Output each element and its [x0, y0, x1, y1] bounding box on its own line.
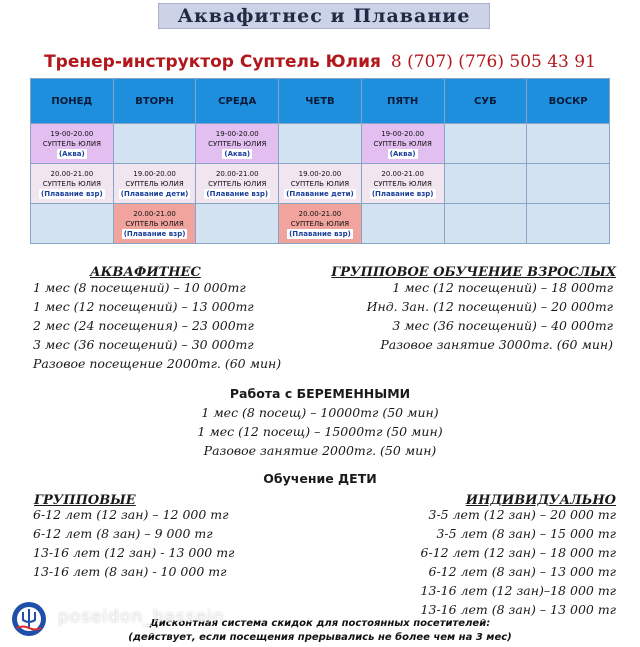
schedule-empty-cell: [444, 164, 527, 204]
adult-group-item: 3 мес (36 посещений) – 40 000тг: [392, 318, 613, 333]
schedule-session-cell: [279, 204, 362, 244]
schedule-empty-cell: [527, 124, 610, 164]
aquafitness-item: 1 мес (12 посещений) – 13 000тг: [33, 299, 254, 314]
kids-group-item: 13-16 лет (8 зан) - 10 000 тг: [33, 564, 227, 579]
session-time: 20.00-21.00: [50, 169, 94, 178]
poseidon-logo-icon: [5, 598, 53, 642]
session-trainer: СУПТЕЛЬ ЮЛИЯ: [208, 139, 267, 148]
kids-individual-item: 13-16 лет (12 зан)–18 000 тг: [420, 583, 616, 598]
kids-heading: Обучение ДЕТИ: [263, 471, 377, 486]
session-type-tag: (Плавание взр): [371, 189, 434, 198]
schedule-session-cell: [361, 164, 444, 204]
schedule-empty-cell: [527, 164, 610, 204]
schedule-row: [31, 164, 610, 204]
schedule-session-cell: [113, 204, 196, 244]
schedule-session-cell: [279, 164, 362, 204]
pregnant-item: 1 мес (8 посещ) – 10000тг (50 мин): [201, 405, 439, 420]
day-header: ВОСКР: [527, 79, 610, 124]
kids-group-heading: ГРУППОВЫЕ: [34, 493, 136, 508]
pregnant-item: 1 мес (12 посещ) – 15000тг (50 мин): [197, 424, 443, 439]
day-header: ПЯТН: [361, 79, 444, 124]
aquafitness-item: 3 мес (36 посещений) – 30 000тг: [33, 337, 254, 352]
adult-group-item: Инд. Зан. (12 посещений) – 20 000тг: [366, 299, 613, 314]
session-trainer: СУПТЕЛЬ ЮЛИЯ: [290, 219, 350, 228]
aquafitness-heading: АКВАФИТНЕС: [90, 265, 201, 280]
kids-group-item: 13-16 лет (12 зан) - 13 000 тг: [33, 545, 235, 560]
session-trainer: СУПТЕЛЬ ЮЛИЯ: [373, 179, 432, 188]
day-header: СРЕДА: [196, 79, 279, 124]
schedule-empty-cell: [444, 124, 527, 164]
session-trainer: СУПТЕЛЬ ЮЛИЯ: [42, 179, 102, 188]
pregnant-heading: Работа с БЕРЕМЕННЫМИ: [229, 386, 411, 401]
schedule-session-cell: [196, 164, 279, 204]
session-time: 20.00-21.00: [298, 209, 342, 218]
day-header: ПОНЕД: [31, 79, 114, 124]
session-trainer: СУПТЕЛЬ ЮЛИЯ: [290, 179, 350, 188]
watermark-text: poseidon_bassein: [58, 607, 225, 627]
pregnant-item: Разовое занятие 2000тг. (50 мин): [203, 443, 437, 458]
schedule-session-cell: [31, 124, 114, 164]
coach-line: [0, 52, 640, 72]
schedule-table: [30, 78, 610, 244]
session-time: 19-00-20.00: [215, 129, 259, 138]
session-trainer: СУПТЕЛЬ ЮЛИЯ: [125, 179, 184, 188]
kids-individual-item: 6-12 лет (8 зан) – 13 000 тг: [428, 564, 616, 579]
schedule-session-cell: [361, 124, 444, 164]
schedule-empty-cell: [196, 204, 279, 244]
adult-group-item: 1 мес (12 посещений) – 18 000тг: [392, 280, 613, 295]
schedule-header-row: [31, 79, 610, 124]
aquafitness-item: 1 мес (8 посещений) – 10 000тг: [33, 280, 246, 295]
session-trainer: СУПТЕЛЬ ЮЛИЯ: [373, 139, 432, 148]
session-type-tag: (Плавание дети): [120, 189, 189, 198]
session-type-tag: (Плавание взр): [289, 229, 351, 238]
schedule-session-cell: [196, 124, 279, 164]
day-header: ВТОРН: [113, 79, 196, 124]
coach-name: Тренер-инструктор Суптель Юлия: [44, 52, 381, 72]
schedule-empty-cell: [444, 204, 527, 244]
session-type-tag: (Плавание взр): [41, 189, 103, 198]
session-type-tag: (Аква): [389, 149, 416, 158]
kids-individual-item: 6-12 лет (12 зан) – 18 000 тг: [420, 545, 616, 560]
aquafitness-item: Разовое посещение 2000тг. (60 мин): [33, 356, 282, 371]
footer-discount-condition: (действует, если посещения прерывались не более чем на 3 мес): [128, 632, 512, 643]
session-time: 19-00-20.00: [381, 129, 425, 138]
kids-group-item: 6-12 лет (8 зан) – 9 000 тг: [33, 526, 213, 541]
adult-group-item: Разовое занятие 3000тг. (60 мин): [380, 337, 613, 352]
schedule-empty-cell: [279, 124, 362, 164]
session-time: 20.00-21.00: [133, 209, 176, 218]
adult-group-heading: ГРУППОВОЕ ОБУЧЕНИЕ ВЗРОСЛЫХ: [331, 265, 616, 280]
schedule-row: [31, 124, 610, 164]
session-trainer: СУПТЕЛЬ ЮЛИЯ: [42, 139, 102, 148]
kids-group-item: 6-12 лет (12 зан) – 12 000 тг: [33, 507, 229, 522]
schedule-empty-cell: [113, 124, 196, 164]
session-type-tag: (Аква): [224, 149, 251, 158]
kids-individual-item: 3-5 лет (12 зан) – 20 000 тг: [428, 507, 616, 522]
session-type-tag: (Аква): [58, 149, 85, 158]
session-trainer: СУПТЕЛЬ ЮЛИЯ: [208, 179, 267, 188]
day-header: ЧЕТВ: [279, 79, 362, 124]
schedule-session-cell: [113, 164, 196, 204]
session-trainer: СУПТЕЛЬ ЮЛИЯ: [125, 219, 184, 228]
coach-phone: 8 (707) (776) 505 43 91: [390, 52, 596, 72]
aquafitness-item: 2 мес (24 посещения) – 23 000тг: [33, 318, 254, 333]
day-header: СУБ: [444, 79, 527, 124]
session-type-tag: (Плавание дети): [286, 189, 354, 198]
session-time: 20.00-21.00: [381, 169, 424, 178]
page-title: Аквафитнес и Плавание: [158, 3, 490, 29]
kids-individual-heading: ИНДИВИДУАЛЬНО: [465, 493, 616, 508]
schedule-empty-cell: [361, 204, 444, 244]
schedule-row: [31, 204, 610, 244]
session-type-tag: (Плавание взр): [206, 189, 269, 198]
schedule-empty-cell: [527, 204, 610, 244]
session-time: 20.00-21.00: [215, 169, 259, 178]
schedule-session-cell: [31, 164, 114, 204]
session-time: 19-00-20.00: [50, 129, 94, 138]
session-type-tag: (Плавание взр): [123, 229, 186, 238]
session-time: 19.00-20.00: [298, 169, 342, 178]
kids-individual-item: 13-16 лет (8 зан) – 13 000 тг: [420, 602, 616, 617]
kids-individual-item: 3-5 лет (8 зан) – 15 000 тг: [436, 526, 616, 541]
footer-discount-note: Дисконтная система скидок для постоянных посетителей:: [149, 618, 491, 629]
session-time: 19.00-20.00: [133, 169, 176, 178]
schedule-empty-cell: [31, 204, 114, 244]
